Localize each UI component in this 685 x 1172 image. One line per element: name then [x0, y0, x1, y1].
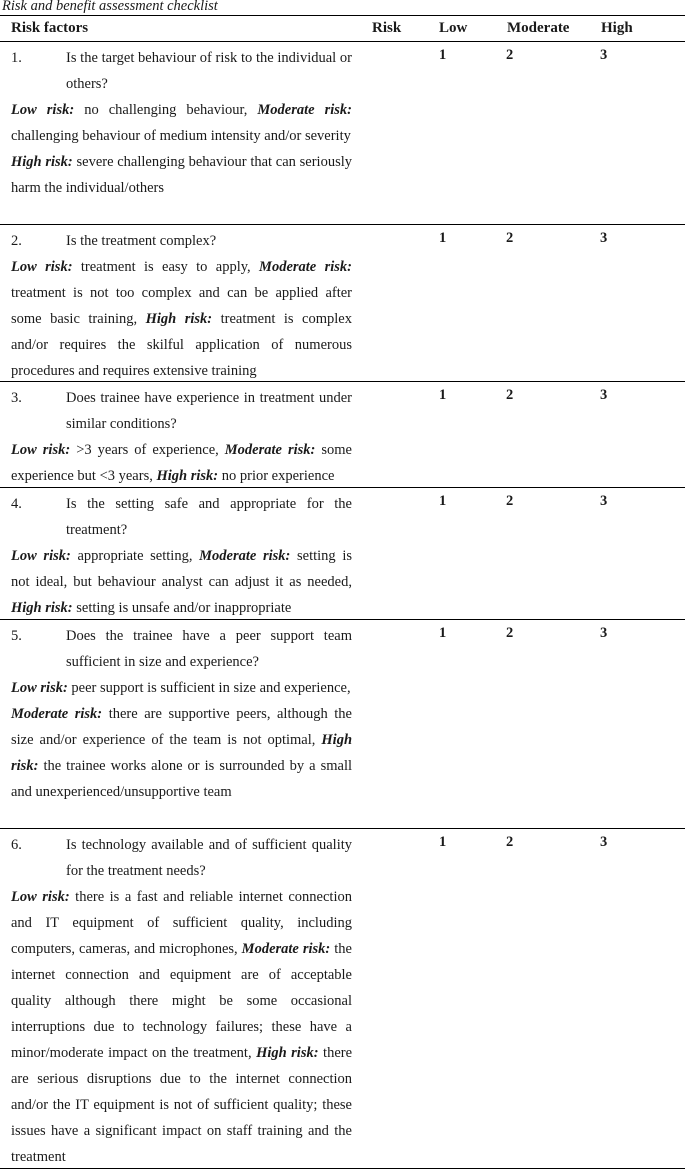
moderate-risk-text: the internet connection and equipment are of acceptable quality although there might be some occasional interruptions due to technology failures; these have a minor/moderate impact on the treatment, [11, 941, 352, 1061]
high-risk-text: the trainee works alone or is surrounded by a small and unexperienced/unsupportive team [11, 758, 352, 800]
score-moderate: 2 [506, 493, 514, 509]
risk-factor-cell [11, 832, 352, 1170]
question-number: 5. [11, 628, 22, 644]
question [11, 228, 352, 254]
table-caption: Risk and benefit assessment checklist [2, 0, 218, 14]
high-risk-text: setting is unsafe and/or inappropriate [76, 600, 292, 616]
low-risk-text: treatment is easy to apply, [80, 259, 251, 275]
score-low: 1 [439, 230, 447, 246]
question-number: 2. [11, 233, 22, 249]
table-row [0, 488, 685, 620]
score-high: 3 [600, 47, 608, 63]
table-row [0, 42, 685, 225]
moderate-risk-text: setting is not ideal, but behaviour analyst can adjust it as needed, [11, 548, 352, 590]
score-low: 1 [439, 834, 447, 850]
risk-description [11, 97, 352, 149]
low-risk-label: Low risk: [11, 680, 68, 696]
low-risk-text: there is a fast and reliable internet connection and IT equipment of sufficient quality, including computers, cameras, and microphones, [11, 889, 352, 957]
question-text: Is technology available and of sufficient quality for the treatment needs? [66, 837, 352, 879]
moderate-risk-label: Moderate risk: [259, 259, 352, 275]
moderate-risk-text: there are supportive peers, although the size and/or experience of the team is not optimal, [11, 706, 352, 748]
moderate-risk-label: Moderate risk: [224, 442, 316, 458]
low-risk-label: Low risk: [11, 548, 71, 564]
low-risk-text: peer support is sufficient in size and experience, [71, 680, 351, 696]
score-moderate: 2 [506, 230, 514, 246]
score-low: 1 [439, 625, 447, 641]
question-number: 1. [11, 50, 22, 66]
header-high: High [601, 20, 633, 36]
high-risk-label: High risk: [11, 600, 73, 616]
table-row [0, 382, 685, 488]
risk-checklist-table [0, 15, 685, 1169]
score-high: 3 [600, 834, 608, 850]
moderate-risk-text: some experience but <3 years, [11, 442, 352, 484]
risk-factor-cell [11, 491, 352, 621]
low-risk-label: Low risk: [11, 259, 73, 275]
score-high: 3 [600, 625, 608, 641]
question [11, 623, 352, 675]
score-moderate: 2 [506, 47, 514, 63]
question-text: Does the trainee have a peer support team sufficient in size and experience? [66, 628, 352, 670]
risk-description-moderate-high [11, 701, 352, 805]
table-header-row [0, 16, 685, 42]
question-number: 4. [11, 496, 22, 512]
high-risk-text: there are serious disruptions due to the internet connection and/or the IT equipment is not of sufficient quality; these issues have a significant impact on staff training and the treatment [11, 1045, 353, 1165]
risk-description [11, 884, 352, 1170]
question [11, 45, 352, 97]
risk-description [11, 254, 352, 384]
header-moderate: Moderate [507, 20, 570, 36]
question-number: 6. [11, 837, 22, 853]
question-text: Is the treatment complex? [66, 233, 217, 249]
moderate-risk-label: Moderate risk: [241, 941, 331, 957]
low-risk-text: >3 years of experience, [76, 442, 219, 458]
score-moderate: 2 [506, 834, 514, 850]
high-risk-label: High risk: [156, 468, 219, 484]
risk-factor-cell [11, 385, 352, 489]
risk-factor-cell [11, 45, 352, 201]
moderate-risk-text: challenging behaviour of medium intensity and/or severity [11, 128, 351, 144]
moderate-risk-label: Moderate risk: [11, 706, 103, 722]
table-row [0, 225, 685, 382]
question [11, 385, 352, 437]
header-risk-factors: Risk factors [11, 20, 89, 36]
header-low: Low [439, 20, 468, 36]
high-risk-label: High risk: [11, 154, 73, 170]
moderate-risk-text: treatment is not too complex and can be applied after some basic training, [11, 285, 352, 327]
risk-description [11, 543, 352, 621]
question-text: Is the target behaviour of risk to the individual or others? [66, 50, 352, 92]
moderate-risk-label: Moderate risk: [199, 548, 291, 564]
risk-factor-cell [11, 623, 352, 805]
low-risk-label: Low risk: [11, 102, 75, 118]
risk-description [11, 675, 352, 701]
header-risk: Risk [372, 20, 402, 36]
table-row [0, 620, 685, 829]
score-high: 3 [600, 493, 608, 509]
score-low: 1 [439, 387, 447, 403]
low-risk-text: no challenging behaviour, [84, 102, 248, 118]
high-risk-text: severe challenging behaviour that can seriously harm the individual/others [11, 154, 353, 196]
risk-description [11, 437, 352, 489]
high-risk-text: treatment is complex and/or requires the skilful application of numerous procedures and requires extensive training [11, 311, 352, 379]
score-moderate: 2 [506, 625, 514, 641]
question [11, 832, 352, 884]
question-text: Does trainee have experience in treatment under similar conditions? [66, 390, 352, 432]
high-risk-label: High risk: [11, 732, 353, 774]
score-high: 3 [600, 387, 608, 403]
score-low: 1 [439, 47, 447, 63]
low-risk-label: Low risk: [11, 889, 70, 905]
table-row [0, 829, 685, 1169]
score-high: 3 [600, 230, 608, 246]
high-risk-label: High risk: [145, 311, 213, 327]
risk-factor-cell [11, 228, 352, 384]
question [11, 491, 352, 543]
moderate-risk-label: Moderate risk: [257, 102, 352, 118]
low-risk-text: appropriate setting, [77, 548, 193, 564]
high-risk-label: High risk: [256, 1045, 319, 1061]
question-number: 3. [11, 390, 22, 406]
risk-description-high [11, 149, 352, 201]
high-risk-text: no prior experience [221, 468, 335, 484]
score-moderate: 2 [506, 387, 514, 403]
low-risk-label: Low risk: [11, 442, 71, 458]
score-low: 1 [439, 493, 447, 509]
question-text: Is the setting safe and appropriate for the treatment? [66, 496, 352, 538]
